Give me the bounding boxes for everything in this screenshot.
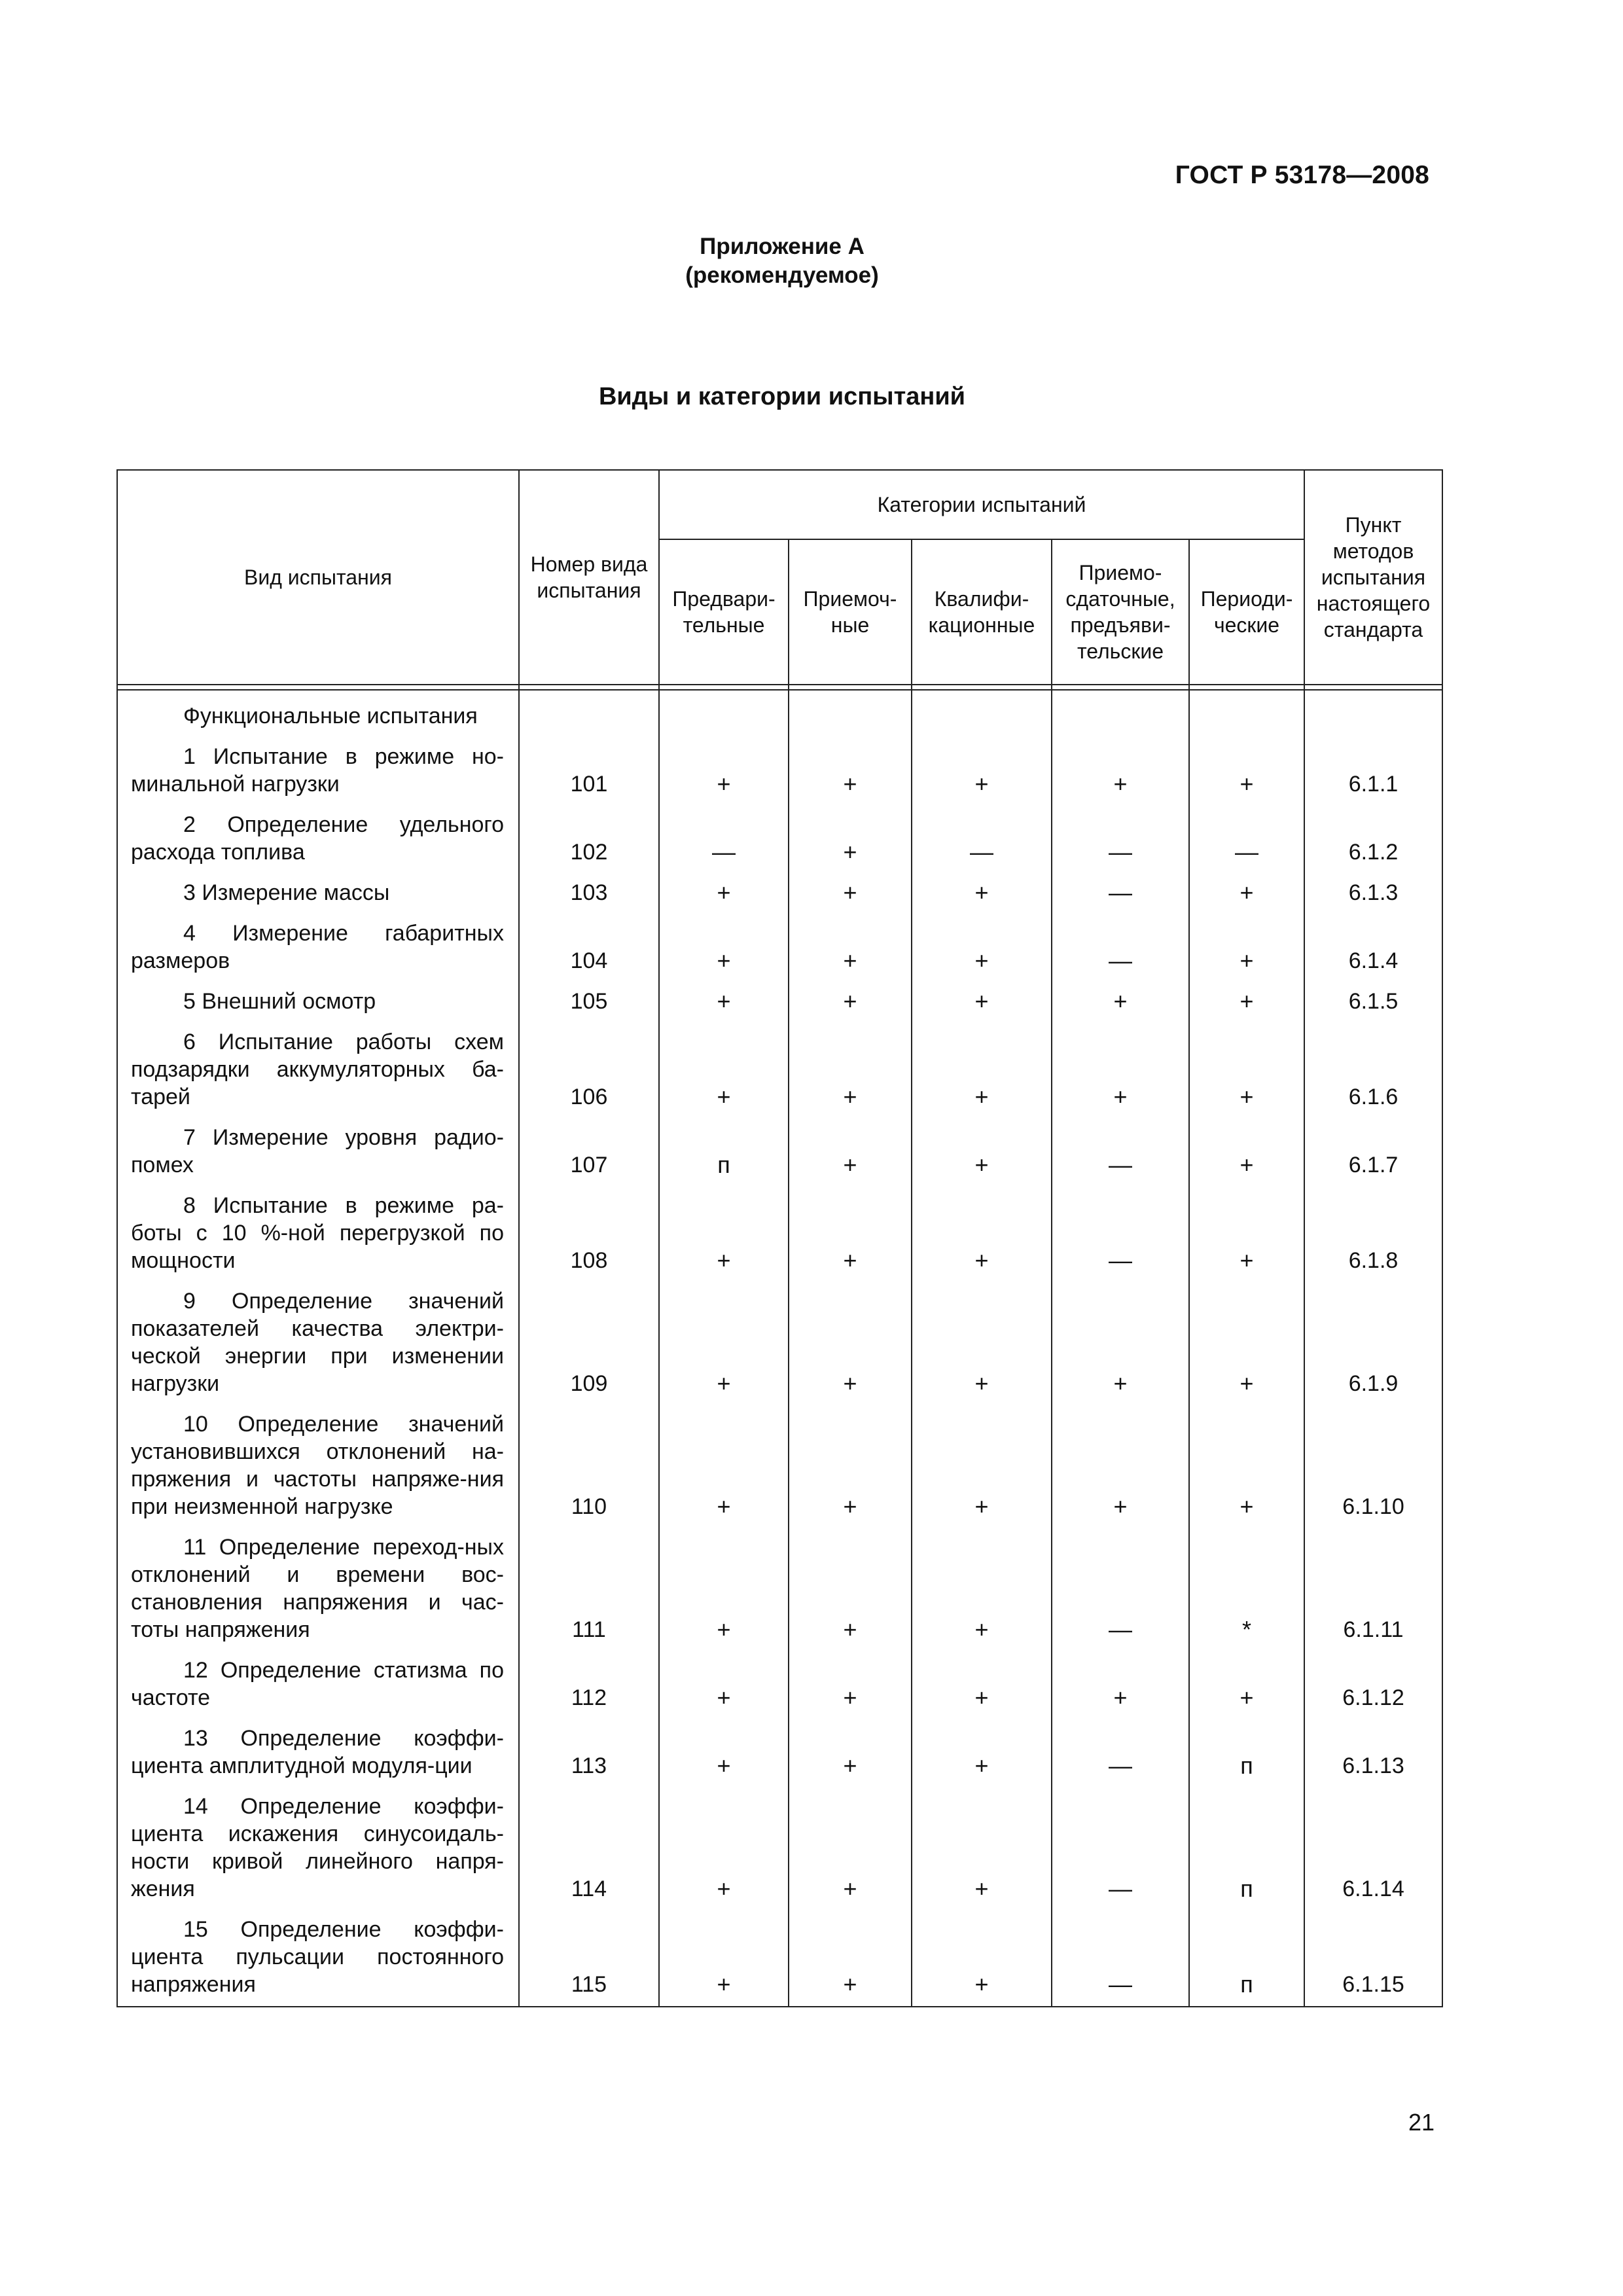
method-clause: 6.1.9 [1304,1282,1442,1405]
test-name: 2 Определение удельного расхода топлива [117,806,519,874]
header-category: Приемо-сдаточные, предъяви-тельские [1052,539,1189,685]
category-mark: + [1189,874,1304,914]
category-mark: — [1052,874,1189,914]
test-name: 11 Определение переход-ных отклонений и времени вос-становления напряжения и час-тоты напряжения [117,1528,519,1651]
category-mark: + [1052,1023,1189,1119]
category-mark: — [1052,1187,1189,1282]
category-mark: — [659,806,789,874]
test-name: 7 Измерение уровня радио-помех [117,1119,519,1187]
category-mark: + [1189,1651,1304,1719]
category-mark: + [789,1282,912,1405]
test-number: 115 [519,1910,659,2007]
category-mark: + [789,1910,912,2007]
category-mark: + [789,1023,912,1119]
method-clause: 6.1.2 [1304,806,1442,874]
category-mark: п [659,1119,789,1187]
category-mark: — [1052,1528,1189,1651]
category-mark: + [659,738,789,806]
category-mark: + [1052,1405,1189,1528]
header-categories-group: Категории испытаний [659,470,1304,539]
category-mark: п [1189,1910,1304,2007]
category-mark: + [912,1405,1052,1528]
category-mark: + [789,874,912,914]
category-mark: + [912,914,1052,982]
header-test-number: Номер вида испытания [519,470,659,685]
category-mark: + [1052,982,1189,1023]
test-number: 111 [519,1528,659,1651]
category-mark: + [789,1787,912,1910]
method-clause: 6.1.1 [1304,738,1442,806]
method-clause: 6.1.4 [1304,914,1442,982]
table-row [117,1282,1442,1405]
table-row [117,806,1442,874]
category-mark: + [912,1023,1052,1119]
category-mark: + [789,914,912,982]
method-clause: 6.1.8 [1304,1187,1442,1282]
category-mark: + [789,1187,912,1282]
category-mark: — [1052,1910,1189,2007]
category-mark: — [1052,806,1189,874]
header-category: Приемоч-ные [789,539,912,685]
method-clause: 6.1.3 [1304,874,1442,914]
table-row [117,1651,1442,1719]
test-number: 110 [519,1405,659,1528]
test-name: 10 Определение значений установившихся отклонений на-пряжения и частоты напряже-ния при неизменной нагрузке [117,1405,519,1528]
method-clause: 6.1.14 [1304,1787,1442,1910]
category-mark: + [1189,738,1304,806]
category-mark: + [789,1405,912,1528]
category-mark: + [1052,1651,1189,1719]
category-mark: + [912,1528,1052,1651]
test-number: 101 [519,738,659,806]
table-row [117,1528,1442,1651]
header-test-type: Вид испытания [117,470,519,685]
test-number: 109 [519,1282,659,1405]
test-name: 6 Испытание работы схем подзарядки аккумуляторных ба-тарей [117,1023,519,1119]
test-number: 113 [519,1719,659,1787]
category-mark: + [659,1787,789,1910]
method-clause: 6.1.5 [1304,982,1442,1023]
header-category: Периоди-ческие [1189,539,1304,685]
test-name: 4 Измерение габаритных размеров [117,914,519,982]
header-method-clause: Пункт методов испытания настоящего стандарта [1304,470,1442,685]
category-mark: п [1189,1719,1304,1787]
test-name: 15 Определение коэффи-циента пульсации постоянного напряжения [117,1910,519,2007]
table-row [117,1119,1442,1187]
table-row [117,1910,1442,2007]
method-clause: 6.1.13 [1304,1719,1442,1787]
appendix-status: (рекомендуемое) [685,262,879,288]
test-number: 112 [519,1651,659,1719]
category-mark: + [659,1405,789,1528]
table-row [117,1787,1442,1910]
category-mark: + [912,1787,1052,1910]
method-clause: 6.1.12 [1304,1651,1442,1719]
category-mark: + [1189,1119,1304,1187]
tests-table-container [116,469,1442,2007]
category-mark: + [789,738,912,806]
category-mark: + [912,1119,1052,1187]
category-mark: + [1189,1405,1304,1528]
category-mark: + [789,1651,912,1719]
category-mark: + [659,1023,789,1119]
table-row [117,1187,1442,1282]
category-mark: п [1189,1787,1304,1910]
test-number: 107 [519,1119,659,1187]
category-mark: — [1189,806,1304,874]
test-name: 14 Определение коэффи-циента искажения синусоидаль-ности кривой линейного напря-жения [117,1787,519,1910]
test-number: 106 [519,1023,659,1119]
table-row [117,1719,1442,1787]
category-mark: + [659,1528,789,1651]
category-mark: + [789,1719,912,1787]
category-mark: + [659,1910,789,2007]
category-mark: — [1052,1719,1189,1787]
category-mark: — [912,806,1052,874]
header-category: Квалифи-кационные [912,539,1052,685]
test-name: 9 Определение значений показателей качества электри-ческой энергии при изменении нагрузки [117,1282,519,1405]
category-mark: — [1052,914,1189,982]
category-mark: + [659,914,789,982]
category-mark: * [1189,1528,1304,1651]
category-mark: + [659,1651,789,1719]
category-mark: + [912,1719,1052,1787]
category-mark: + [659,1187,789,1282]
test-name: 13 Определение коэффи-циента амплитудной модуля-ции [117,1719,519,1787]
category-mark: — [1052,1119,1189,1187]
category-mark: + [1052,1282,1189,1405]
category-mark: + [659,874,789,914]
table-row [117,982,1442,1023]
category-mark: + [659,1282,789,1405]
table-row [117,738,1442,806]
appendix-label: Приложение А [700,234,865,259]
category-mark: + [912,982,1052,1023]
page-number: 21 [1408,2109,1435,2136]
category-mark: + [912,1187,1052,1282]
test-number: 103 [519,874,659,914]
category-mark: + [1189,1187,1304,1282]
test-number: 102 [519,806,659,874]
method-clause: 6.1.15 [1304,1910,1442,2007]
table-row [117,914,1442,982]
category-mark: + [659,982,789,1023]
appendix-heading [0,232,1564,290]
category-mark: + [1189,982,1304,1023]
test-name: 3 Измерение массы [117,874,519,914]
category-mark: + [789,1119,912,1187]
category-mark: + [789,1528,912,1651]
table-row [117,1405,1442,1528]
test-number: 104 [519,914,659,982]
section-title: Функциональные испытания [117,690,519,738]
test-name: 5 Внешний осмотр [117,982,519,1023]
category-mark: + [1189,1023,1304,1119]
category-mark: + [659,1719,789,1787]
category-mark: + [912,1910,1052,2007]
table-title: Виды и категории испытаний [598,383,966,410]
test-name: 1 Испытание в режиме но-минальной нагрузки [117,738,519,806]
category-mark: + [1189,1282,1304,1405]
method-clause: 6.1.10 [1304,1405,1442,1528]
category-mark: — [1052,1787,1189,1910]
method-clause: 6.1.6 [1304,1023,1442,1119]
table-row [117,874,1442,914]
test-name: 8 Испытание в режиме ра-боты с 10 %-ной перегрузкой по мощности [117,1187,519,1282]
category-mark: + [1189,914,1304,982]
category-mark: + [789,806,912,874]
category-mark: + [912,738,1052,806]
section-row [117,690,1442,738]
document-id: ГОСТ Р 53178—2008 [1175,161,1429,189]
category-mark: + [789,982,912,1023]
method-clause: 6.1.7 [1304,1119,1442,1187]
table-row [117,1023,1442,1119]
test-number: 114 [519,1787,659,1910]
test-name: 12 Определение статизма по частоте [117,1651,519,1719]
category-mark: + [912,1282,1052,1405]
method-clause: 6.1.11 [1304,1528,1442,1651]
test-number: 105 [519,982,659,1023]
category-mark: + [912,874,1052,914]
category-mark: + [1052,738,1189,806]
test-number: 108 [519,1187,659,1282]
category-mark: + [912,1651,1052,1719]
header-category: Предвари-тельные [659,539,789,685]
tests-table [116,469,1443,2007]
